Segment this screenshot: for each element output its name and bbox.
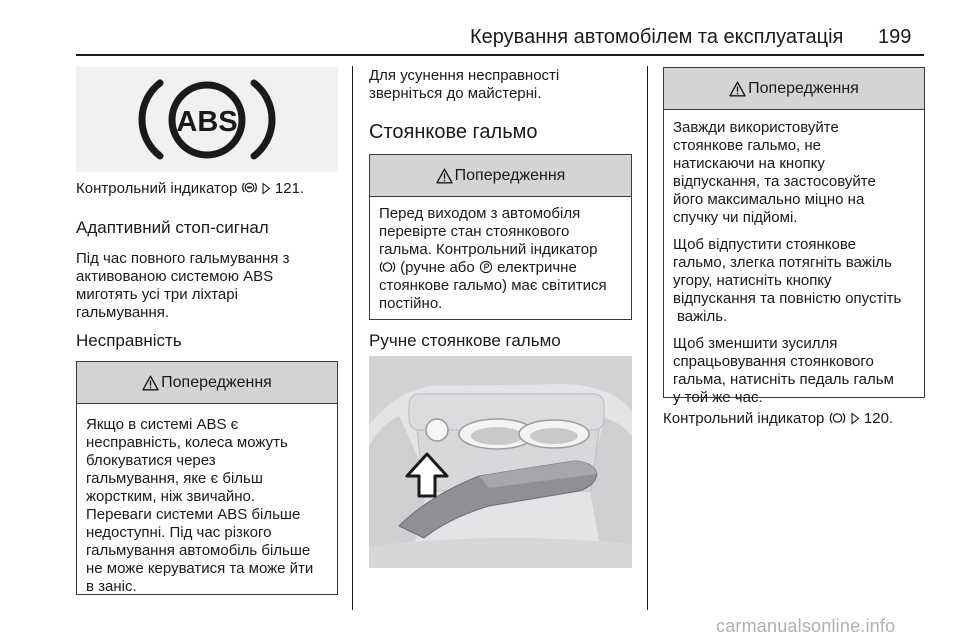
warning-paragraph <box>673 236 916 326</box>
warning-title: Попередження <box>748 79 859 97</box>
warning-triangle-icon <box>729 81 746 97</box>
text-line: Під час повного гальмування з <box>76 250 290 267</box>
text-line: гальмо, злегка потягніть важіль <box>673 254 892 271</box>
text-line: Перед виходом з автомобіля <box>379 205 581 222</box>
text-line-with-icons <box>379 259 623 277</box>
parking-brake-warning-box <box>369 154 632 320</box>
text-line: стоянкове гальмо, не <box>673 137 822 154</box>
text-line: активованою системою ABS <box>76 268 274 285</box>
text-line: миготять усі три ліхтарі <box>76 286 238 303</box>
abs-indicator-icon <box>242 180 257 195</box>
text-line: постійно. <box>379 295 443 312</box>
abs-indicator-line <box>76 180 304 198</box>
text-line: гальмування, яке є більш <box>86 470 263 487</box>
warning-header <box>77 362 337 404</box>
text-line: натискаючи на кнопку <box>673 155 825 172</box>
text-fragment: електричне <box>497 259 577 276</box>
manual-parking-brake-heading: Ручне стоянкове гальмо <box>369 331 561 350</box>
abs-warning-icon <box>76 67 338 172</box>
abs-indicator-text: Контрольний індикатор <box>76 180 238 197</box>
warning-body <box>370 197 631 313</box>
text-line: несправність, колеса можуть <box>86 434 288 451</box>
warning-paragraph <box>673 119 916 227</box>
workshop-text <box>369 67 559 103</box>
electric-parking-brake-icon <box>479 260 493 274</box>
text-line: угору, натисніть кнопку <box>673 272 832 289</box>
text-line: відпускання, та застосовуйте <box>673 173 876 190</box>
watermark: carmanualsonline.info <box>716 616 896 636</box>
text-line: спрацьовування стоянкового <box>673 353 874 370</box>
text-line: гальмування автомобіль більше <box>86 542 311 559</box>
adaptive-brake-light-text <box>76 250 289 322</box>
text-line: в заніс. <box>86 578 137 595</box>
abs-warning-figure <box>76 67 338 172</box>
text-line: спучку чи підйомі. <box>673 209 798 226</box>
warning-header <box>370 155 631 197</box>
fault-heading: Несправність <box>76 331 182 350</box>
text-line: гальмування. <box>76 304 170 321</box>
parking-brake-indicator-icon <box>829 411 846 425</box>
abs-icon-label: ABS <box>176 106 238 138</box>
text-line: Завжди використовуйте <box>673 119 839 136</box>
release-brake-warning-box <box>663 67 925 406</box>
text-line: відпускання та повністю опустіть <box>673 290 902 307</box>
parking-indicator-line <box>663 410 893 428</box>
warning-body <box>77 404 337 596</box>
text-line: Якщо в системі ABS є <box>86 416 239 433</box>
parking-brake-indicator-icon <box>379 260 396 274</box>
text-line: перевірте стан стоянкового <box>379 223 570 240</box>
parking-brake-heading: Стоянкове гальмо <box>369 121 538 143</box>
text-fragment: (ручне або <box>400 259 475 276</box>
text-line: Щоб відпустити стоянкове <box>673 236 857 253</box>
warning-body <box>664 110 924 407</box>
warning-triangle-icon <box>142 375 159 391</box>
text-line: зверніться до майстерні. <box>369 85 542 102</box>
text-line: гальма. Контрольний індикатор <box>379 241 598 258</box>
warning-title: Попередження <box>454 166 566 184</box>
warning-triangle-icon <box>436 168 453 184</box>
text-line: жорстким, ніж звичайно. <box>86 488 256 505</box>
text-line: Щоб зменшити зусилля <box>673 335 838 352</box>
text-line: Для усунення несправності <box>369 67 560 84</box>
parking-indicator-text: Контрольний індикатор <box>663 410 825 427</box>
text-line: його максимально міцно на <box>673 191 865 208</box>
adaptive-brake-light-heading: Адаптивний стоп-сигнал <box>76 218 269 237</box>
warning-paragraph <box>673 335 916 407</box>
text-line: важіль. <box>677 308 728 325</box>
header-rule <box>76 54 924 56</box>
page-reference-icon <box>850 412 860 425</box>
text-line: гальма, натисніть педаль гальм <box>673 371 894 388</box>
text-line: стоянкове гальмо) має світитися <box>379 277 607 294</box>
abs-indicator-ref: 121. <box>274 180 305 197</box>
abs-fault-warning-box <box>76 361 338 595</box>
page-number: 199 <box>878 26 912 48</box>
parking-indicator-ref: 120. <box>863 410 894 427</box>
page-header-title: Керування автомобілем та експлуатація <box>470 26 844 48</box>
column-divider-1 <box>352 66 353 610</box>
handbrake-illustration <box>369 356 632 568</box>
warning-header <box>664 68 924 110</box>
page-reference-icon <box>261 182 271 195</box>
text-line: недоступні. Під час різкого <box>86 524 272 541</box>
column-divider-2 <box>647 66 648 610</box>
text-line: Переваги системи ABS більше <box>86 506 301 523</box>
text-line: у той же час. <box>673 389 763 406</box>
text-line: блокуватися через <box>86 452 216 469</box>
warning-title: Попередження <box>161 373 272 391</box>
text-line: не може керуватися та може йти <box>86 560 314 577</box>
manual-parking-brake-photo <box>369 356 632 568</box>
